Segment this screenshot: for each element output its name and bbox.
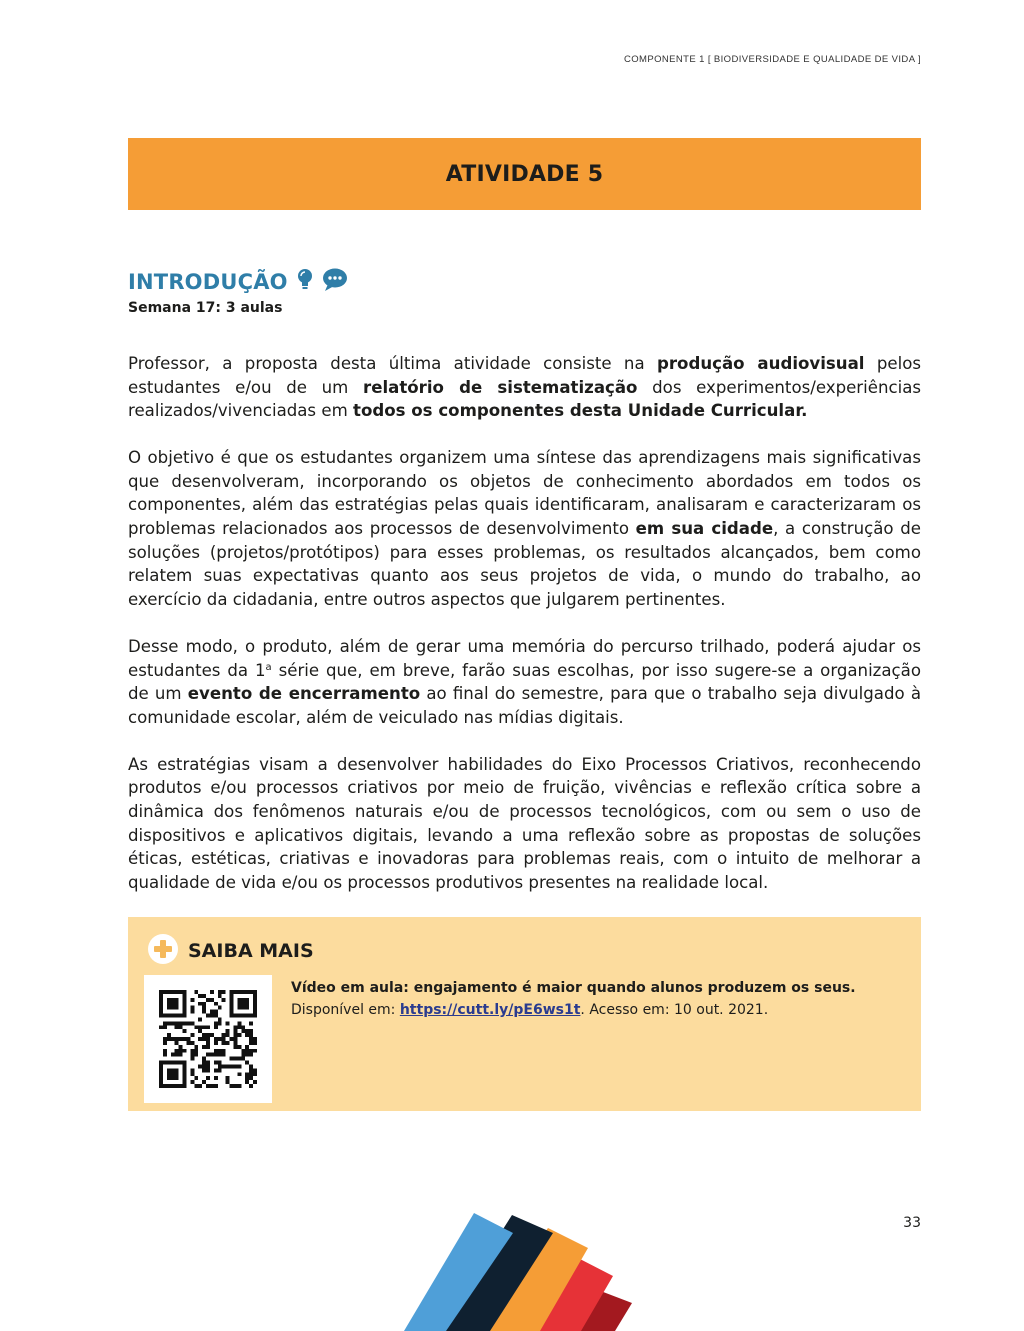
speech-bubble-icon — [322, 268, 348, 296]
section-heading — [128, 268, 348, 296]
header-component-label: COMPONENTE 1 [ BIODIVERSIDADE E QUALIDADE DE VIDA ] — [623, 54, 921, 65]
stripe-navy — [438, 1215, 553, 1331]
section-subtitle: Semana 17: 3 aulas — [128, 300, 283, 316]
stripe-red — [520, 1258, 613, 1331]
paragraph-4: As estratégias visam a desenvolver habilidades do Eixo Processos Criativos, reconhecendo produtos e/ou processos criativos por meio de fruição, vivências e reflexão crítica sobre a dinâmica dos fenômenos naturais e/ou de processos tecnológicos, com ou sem o uso de dispositivos e aplicativos digitais, levando a uma reflexão sobre as propostas de soluções éticas, estéticas, criativas e inovadoras para problemas reais, com o intuito de melhorar a qualidade de vida e/ou os processos produtivos presentes na realidade local. — [128, 754, 921, 892]
page-number: 33 — [903, 1215, 921, 1231]
activity-title: ATIVIDADE 5 — [445, 161, 604, 187]
reference-availability: Disponível em: https://cutt.ly/pE6ws1t. Acesso em: 10 out. 2021. — [291, 1002, 769, 1018]
stripe-blue — [404, 1213, 513, 1331]
saiba-mais-title: SAIBA MAIS — [188, 940, 314, 962]
qr-code[interactable] — [144, 975, 272, 1103]
section-title: INTRODUÇÃO — [128, 270, 288, 294]
activity-banner — [128, 138, 921, 210]
stripe-orange — [472, 1228, 588, 1331]
lightbulb-icon — [296, 268, 314, 296]
reference-link[interactable]: https://cutt.ly/pE6ws1t — [399, 1002, 581, 1018]
paragraph-1: Professor, a proposta desta última atividade consiste na produção audiovisual pelos estudantes e/ou de um relatório de sistematização dos experimentos/experiências realizados/vivenciadas em todos os componentes desta Unidade Curricular. — [128, 354, 922, 421]
body-text — [128, 352, 921, 918]
saiba-mais-heading — [148, 934, 314, 968]
saiba-mais-box — [128, 917, 921, 1111]
paragraph-3: Desse modo, o produto, além de gerar uma memória do percurso trilhado, poderá ajudar os estudantes da 1$^a$ série que, em breve, farão suas escolhas, por isso sugere-se a organização de um evento de encerramento ao final do semestre, para que o trabalho seja divulgado à comunidade escolar, além de veiculado nas mídias digitais. — [128, 636, 922, 727]
paragraph-2: O objetivo é que os estudantes organizem uma síntese das aprendizagens mais significativas que desenvolveram, incorporando os objetos de conhecimento abordados em todos os componentes, além das estratégias pelas quais identificaram, analisaram e caracterizaram os problemas relacionados aos processos de desenvolvimento em sua cidade, a construção de soluções (projetos/protótipos) para esses problemas, os resultados alcançados, bem como relatem suas expectativas quanto aos seus projetos de vida, o mundo do trabalho, ao exercício da cidadania, entre outros aspectos que julgarem pertinentes. — [128, 448, 921, 609]
stripe-darkred — [566, 1290, 632, 1331]
plus-circle-icon — [148, 934, 178, 968]
reference-title: Vídeo em aula: engajamento é maior quando alunos produzem os seus. — [291, 980, 856, 996]
